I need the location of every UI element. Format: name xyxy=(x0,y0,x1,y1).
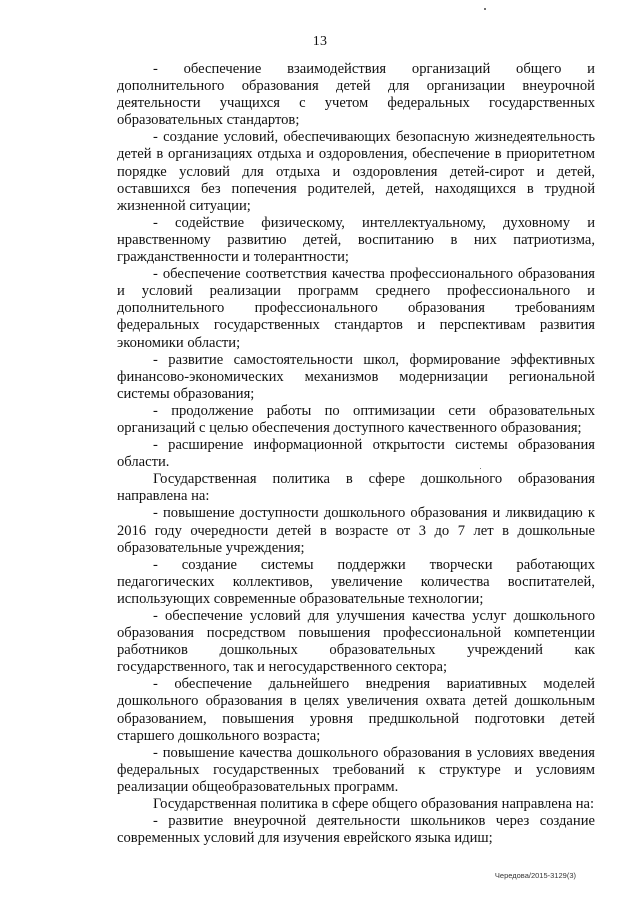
paragraph: Государственная политика в сфере общего образования направлена на: xyxy=(153,796,595,813)
page-number: 13 xyxy=(312,34,328,49)
document-body xyxy=(117,61,595,847)
paragraph: - обеспечение условий для улучшения качества услуг дошкольного образования посредством повышения профессиональной компетенции работников дошкольных образовательных учреждений как государственного, так и негосударственного сектора; xyxy=(117,608,595,676)
paragraph: - продолжение работы по оптимизации сети образовательных организаций с целью обеспечения доступного качественного образования; xyxy=(117,402,595,436)
paragraph: - обеспечение дальнейшего внедрения вариативных моделей дошкольного образования в целях увеличения охвата детей дошкольным образованием, повышения уровня предшкольной подготовки детей старшего дошкольного возраста; xyxy=(117,676,595,744)
paragraph: - расширение информационной открытости системы образования области. xyxy=(117,437,595,471)
paragraph: - развитие самостоятельности школ, формирование эффективных финансово-экономических механизмов модернизации региональной системы образования; xyxy=(117,351,595,402)
scan-speck xyxy=(480,468,481,469)
paragraph: - повышение доступности дошкольного образования и ликвидацию к 2016 году очередности детей в возрасте от 3 до 7 лет в дошкольные образовательные учреждения; xyxy=(117,505,595,556)
paragraph: - обеспечение соответствия качества профессионального образования и условий реализации программ среднего профессионального и дополнительного профессионального образования требованиям федеральных государственных стандартов и перспективам развития экономики области; xyxy=(117,266,595,351)
paragraph: - содействие физическому, интеллектуальному, духовному и нравственному развитию детей, воспитанию в них патриотизма, гражданственности и толерантности; xyxy=(117,214,595,266)
scan-speck xyxy=(484,8,486,10)
document-reference-code: Чередова/2015-3129(3) xyxy=(494,871,576,880)
paragraph: - создание условий, обеспечивающих безопасную жизнедеятельность детей в организациях отдыха и оздоровления, обеспечение в приоритетном порядке условий для отдыха и оздоровления детей-сирот и детей, оставшихся без попечения родителей, детей, находящихся в трудной жизненной ситуации; xyxy=(117,129,595,214)
paragraph: - создание системы поддержки творчески работающих педагогических коллективов, увеличение количества воспитателей, использующих современные образовательные технологии; xyxy=(117,556,595,607)
paragraph: Государственная политика в сфере дошкольного образования направлена на: xyxy=(117,471,595,505)
paragraph: - развитие внеурочной деятельности школьников через создание современных условий для изучения еврейского языка идиш; xyxy=(117,813,595,847)
paragraph: - повышение качества дошкольного образования в условиях введения федеральных государственных требований к структуре и условиям реализации общеобразовательных программ. xyxy=(117,744,595,795)
paragraph: - обеспечение взаимодействия организаций общего и дополнительного образования детей для организации внеурочной деятельности учащихся с учетом федеральных государственных образовательных стандартов; xyxy=(117,61,595,129)
